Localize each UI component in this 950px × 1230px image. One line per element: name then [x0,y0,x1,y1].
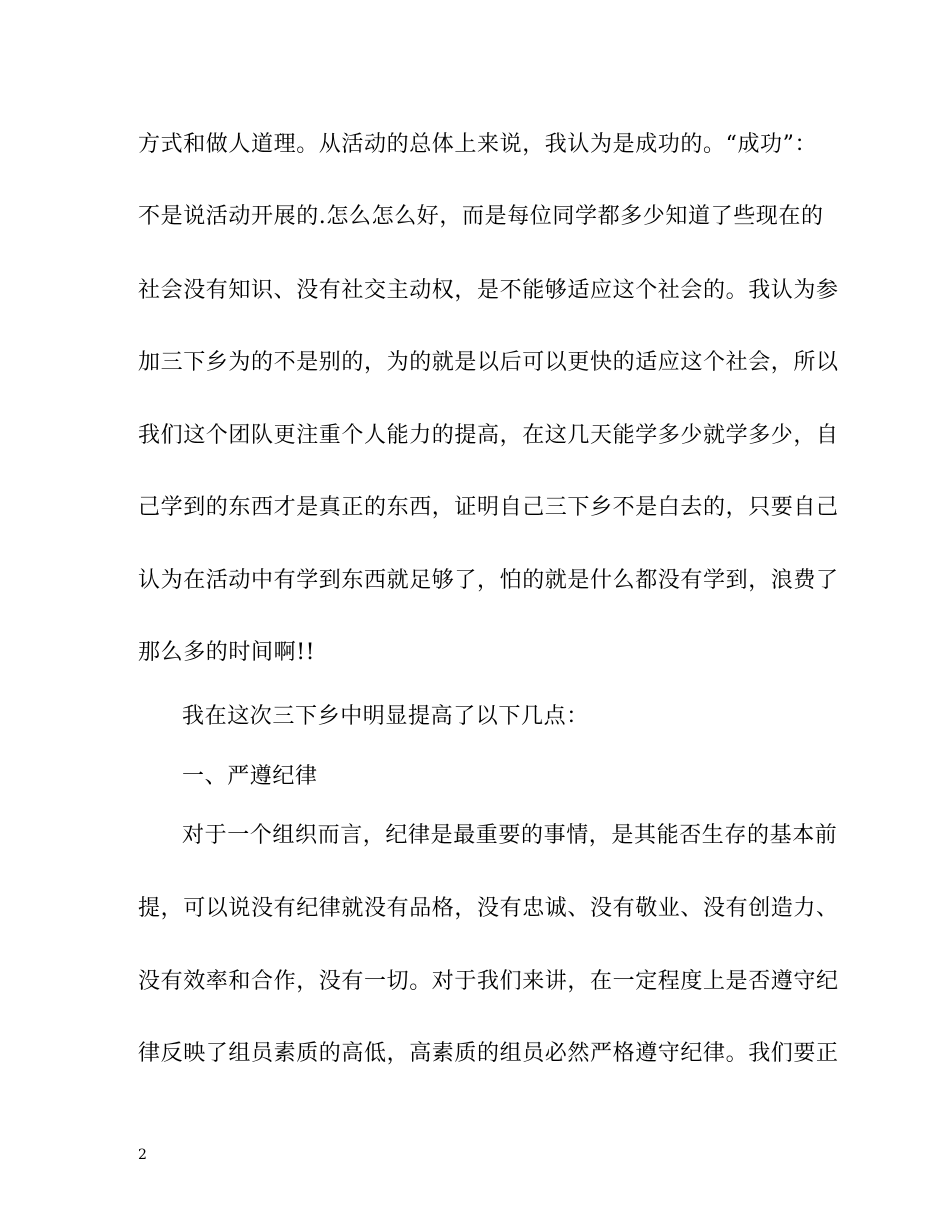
body-text-line: 我们这个团队更注重个人能力的提高，在这几天能学多少就学多少，自 [138,423,839,448]
body-text-line: 没有效率和合作，没有一切。对于我们来讲，在一定程度上是否遵守纪 [138,969,839,994]
body-text-line: 对于一个组织而言，纪律是最重要的事情，是其能否生存的基本前 [182,823,838,848]
body-text-line: 不是说活动开展的.怎么怎么好，而是每位同学都多少知道了些现在的 [138,204,824,229]
paragraph-intro-line: 我在这次三下乡中明显提高了以下几点： [182,704,589,729]
body-text-line: 提，可以说没有纪律就没有品格，没有忠诚、没有敬业、没有创造力、 [138,896,839,921]
body-text-line: 认为在活动中有学到东西就足够了，怕的就是什么都没有学到，浪费了 [138,568,839,593]
body-text-line: 加三下乡为的不是别的，为的就是以后可以更快的适应这个社会，所以 [138,350,839,375]
body-text-line: 社会没有知识、没有社交主动权，是不能够适应这个社会的。我认为参 [138,278,839,303]
body-text-line: 那么多的时间啊!! [138,640,316,665]
body-text-line: 律反映了组员素质的高低，高素质的组员必然严格遵守纪律。我们要正 [138,1041,839,1066]
body-text-line: 方式和做人道理。从活动的总体上来说，我认为是成功的。“成功”： [138,132,818,157]
page-number: 2 [138,1147,147,1163]
body-text-line: 己学到的东西才是真正的东西，证明自己三下乡不是白去的，只要自己 [138,495,839,520]
section-heading: 一、严遵纪律 [182,764,318,789]
